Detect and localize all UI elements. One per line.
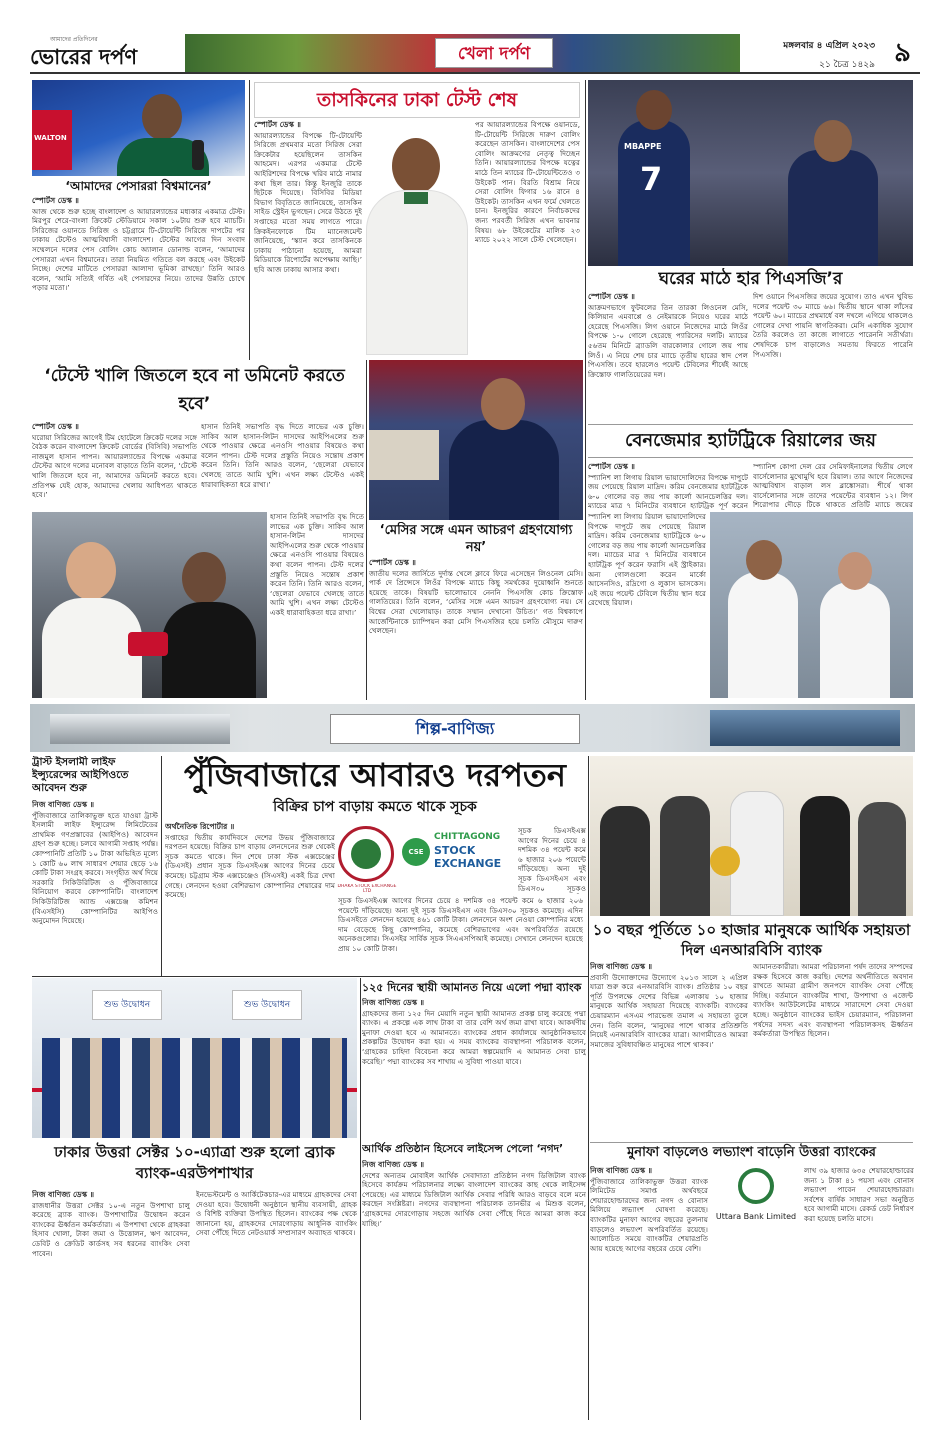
cricketer-head — [142, 94, 182, 140]
asensio-head — [838, 552, 872, 590]
nrbc-bouquet — [710, 846, 740, 876]
market-headline: পুঁজিবাজারে আবারও দরপতন — [183, 756, 567, 794]
nrbc-col2 — [753, 962, 913, 1138]
cse-logo — [402, 830, 514, 874]
messi-body — [449, 420, 559, 520]
test-quote-col1 — [32, 422, 197, 508]
trust-text: পুঁজিবাজারে তালিকাভুক্ত হতে যাওয়া ট্রাস্ট ইসলামী লাইফ ইন্স্যুরেন্স লিমিটেডের প্রাথমিক গণপ্রস্তাবের (আইপিও) আবেদন গ্রহণ শুরু হচ্ছে। চলবে আগামী সপ্তাহ পর্যন্ত। কোম্পানিটি প্রতিটি ১০ টাকা অভিহিত মূল্যে ১ কোটি ৬০ লাখ সাধারণ শেয়ার ছেড়ে ১৬ কোটি টাকা সংগ্রহ করবে। সংগৃহীত অর্থ দিয়ে সরকারি সিকিউরিটিজ ও পুঁজিবাজারে বিনিয়োগ করবে কোম্পানিটি। বাংলাদেশ সিকিউরিটিজ অ্যান্ড এক্সচেঞ্জ কমিশন (বিএসইসি) কোম্পানিটির আইপিও অনুমোদন দিয়েছে। — [32, 810, 158, 926]
deposit-headline: ১২৫ দিনের স্থায়ী আমানত নিয়ে এলো পদ্মা ব্যাংক — [362, 981, 582, 994]
business-section-title: শিল্প-বাণিজ্য — [330, 714, 580, 744]
divider-2 — [585, 80, 586, 700]
psg-col2-text: দিশ ওয়ানে পিএসজির জয়ের সুযোগ। তাও এখন খুবিভ দলের পয়েন্ট ৩০ ম্যাচে ৬৬। দ্বিতীয় স্থানে থাকা লাঁসের পয়েন্ট ৬০। ম্যাচের প্রথমার্ধে বল দখলে এগিয়ে থাকলেও গোলের দেখা পায়নি স্বাগতিকরা। মেসি একাধিক সুযোগ তৈরি করলেও তা কাজে লাগাতে পারেননি সতীর্থরা। শেষদিকে চাপ বাড়ালেও সমতায় ফিরতে পারেনি পিএসজি। — [753, 292, 913, 359]
jersey-name: MBAPPE — [624, 142, 662, 151]
trust-byline: নিজ বাণিজ্য ডেস্ক ॥ — [32, 800, 95, 809]
dse-logo — [338, 826, 394, 882]
official-body — [162, 602, 256, 698]
paper-name: ভোরের দর্পণ — [30, 45, 138, 69]
nrbc-col1 — [590, 962, 748, 1138]
jersey-number: 7 — [640, 160, 663, 198]
nrbc-col1-text: প্রবাসী উদ্যোক্তাদের উদ্যোগে ২০১৩ সালে ২ এপ্রিল যাত্রা শুরু করে এনআরবিসি ব্যাংক। প্রতিষ্ঠার ১০ বছর পূর্তি উপলক্ষে দেশের বিভিন্ন এলাকায় ১০ হাজার মানুষকে আর্থিক সহায়তা দিয়েছে ব্যাংকটি। ব্যাংকের চেয়ারম্যান এসএম পারভেজ তমাল এ সহায়তা তুলে দেন। তিনি বলেন, ‘মানুষের পাশে থাকার প্রতিশ্রুতি নিয়েই এনআরবিসি ব্যাংকের যাত্রা। আগামীতেও আমরা সমাজের সুবিধাবঞ্চিত মানুষের পাশে থাকব।’ — [590, 972, 748, 1049]
masthead — [30, 34, 920, 74]
dse-logo-inner — [351, 839, 381, 869]
taskin-col2-text: পর আয়ারল্যান্ডের বিপক্ষে ওয়ানডে, টি-টোয়েন্টি সিরিজে দারুণ বোলিং করেছেন তাসকিন। বাংলাদেশের পেস বোলিং আক্রমণের নেতৃত্ব দিচ্ছেন তিনি। আয়ারল্যান্ডের বিপক্ষে যত্নের মাঠে তিন ম্যাচের টি-টোয়েন্টিতেও ৩ উইকেট পান। বিরতি বিশ্রাম নিয়ে সেরা বোলিং ফিগার ১৬ রানে ৪ উইকেট। তাসকিন এখন ফর্মে খেলতে চান। ইনজুরির কারণে নির্বাচকদের জন্য পরবর্তী সিরিজ এখন ভাবনার বিষয়। ৬৮ উইকেটের মালিক ২৩ ম্যাচে ২০২২ সালে টেস্ট খেলেছেন। — [475, 120, 580, 245]
photo-messi — [369, 360, 583, 520]
microphone-cluster — [128, 632, 168, 656]
nrbc-person5 — [858, 802, 906, 916]
brac-col1 — [32, 1190, 190, 1420]
date-english: মঙ্গলবার ৪ এপ্রিল ২০২৩ — [783, 41, 875, 51]
banner-ship-right — [710, 710, 900, 746]
pacers-body — [32, 196, 245, 356]
taskin-col2 — [475, 120, 580, 355]
trust-headline: ট্রাস্ট ইসলামী লাইফ ইন্স্যুরেন্সের আইপিওতে আবেদন শুরু — [32, 756, 129, 794]
benzema-figure — [728, 572, 798, 698]
pacers-text: আজ থেকে শুরু হচ্ছে বাংলাদেশ ও আয়ারল্যান্ডের মধ্যকার একমাত্র টেস্ট। মিরপুর শেরে-বাংলা ক্রিকেট স্টেডিয়ামে সকাল ১০টায় শুরু হবে ম্যাচটি। সিরিজের ওয়ানডে সিরিজ ও চট্টগ্রামে টি-টোয়েন্টি সিরিজে দাপটের পর ঢাকায় টেস্টেও আত্মবিশ্বাসী বাংলাদেশ। টেস্টের আগের দিন সংবাদ সম্মেলনে দলের পেস বোলিং কোচ অ্যালান ডোনাল্ড বলেন, ‘আমাদের পেসাররা এখন বিশ্বমানের। তারা নিয়মিত গতিতে বল করছে এবং উইকেট নিচ্ছে। দেশের মাটিতে পেসাররা আলাদা ভূমিকা রাখছে।’ তিনি আরও বলেন, ‘আমি সত্যিই গর্বিত এই পেসারদের নিয়ে। তাদের উন্নতি চোখে পড়ার মতো।’ — [32, 206, 245, 293]
divider-6 — [360, 978, 361, 1420]
market-byline: অর্থনৈতিক রিপোর্টার ॥ — [165, 822, 235, 831]
uttara-logo-mark — [738, 1168, 774, 1204]
uttara-col2 — [804, 1166, 914, 1420]
microphone-icon — [192, 140, 204, 170]
brac-crowd — [42, 1038, 347, 1138]
psg-byline: স্পোর্টস ডেস্ক ॥ — [588, 292, 635, 301]
cse-line2: STOCK — [434, 844, 476, 857]
business-banner — [30, 704, 915, 752]
photo-cricket-press — [32, 80, 245, 176]
benzema-col1-cont — [588, 512, 706, 698]
sponsor-text: WALTON — [34, 134, 67, 142]
benzema-head — [746, 540, 782, 580]
uttara-col2-text: লাখ ৩৯ হাজার ৬৩৫ শেয়ারহোল্ডারের জন্য ১ টাকা ৪১ পয়সা এবং বোনাস লভ্যাংশ পাবেন শেয়ারহোল্ডাররা। সর্বশেষ বার্ষিক সাধারণ সভা অনুষ্ঠিত হবে আগামী মাসে। রেকর্ড ডেট নির্ধারণ করা হয়েছে চলতি মাসে। — [804, 1166, 914, 1223]
asensio-figure — [820, 582, 890, 698]
mbappe-head — [636, 90, 672, 130]
divider-3 — [366, 360, 367, 700]
market-col2-text: সূচক ডিএসইএক্স আগের দিনের চেয়ে ৪ দশমিক ৩৪ পয়েন্ট কমে ৬ হাজার ২০৬ পয়েন্টে দাঁড়িয়েছে। অন্য দুই সূচক ডিএসইএস এবং ডিএস৩০ সূচকও কমেছে। এদিন ডিএসইতে লেনদেন হয়েছে ৪৬১ কোটি টাকা। লেনদেনে অংশ নেওয়া কোম্পানির মধ্যে দাম বেড়েছে কিছু কোম্পানির, কমেছে বেশিরভাগের এবং অপরিবর্তিত রয়েছে অনেকগুলোর। সিএসইর সার্বিক সূচক সিএএসপিআই কমেছে। সেখানে লেনদেন হয়েছে প্রায় ১০ কোটি টাকা। — [338, 896, 583, 953]
uttara-headline: মুনাফা বাড়লেও লভ্যাংশ বাড়েনি উত্তরা ব্যাংকের — [590, 1142, 913, 1163]
test-quote-byline: স্পোর্টস ডেস্ক ॥ — [32, 422, 79, 431]
cse-badge: CSE — [402, 838, 430, 866]
test-quote-col2 — [201, 422, 364, 508]
deposit-text: গ্রাহকদের জন্য ১২৫ দিন মেয়াদি নতুন স্থায়ী আমানত প্রকল্প চালু করেছে পদ্মা ব্যাংক। এ প্রকল্পে এক লাখ টাকা বা তার বেশি অর্থ জমা রাখা যাবে। আকর্ষণীয় মুনাফা দেওয়া হবে এ আমানতে। ব্যাংকের প্রধান কার্যালয়ে আনুষ্ঠানিকভাবে প্রকল্পটির উদ্বোধন করা হয়। এ সময় ব্যাংকের ব্যবস্থাপনা পরিচালক বলেন, ‘গ্রাহকের চাহিদা বিবেচনা করে আমরা স্বল্পমেয়াদি এ আমানত সেবা চালু করেছি।’ পদ্মা ব্যাংকের সব শাখায় এ সুবিধা পাওয়া যাবে। — [362, 1008, 586, 1066]
market-col1 — [165, 822, 335, 972]
benzema-col2 — [753, 462, 913, 510]
nrbc-person1 — [600, 806, 650, 916]
cse-line3: EXCHANGE — [434, 857, 502, 870]
messi-byline: স্পোর্টস ডেস্ক ॥ — [369, 558, 416, 567]
cse-line1: CHITTAGONG — [434, 832, 501, 842]
market-col1-text: সপ্তাহের দ্বিতীয় কার্যদিবসে দেশের উভয় পুঁজিবাজারে দরপতন হয়েছে। বিক্রির চাপ বাড়ায় লেনদেনের শুরু থেকেই সূচক কমতে থাকে। দিন শেষে ঢাকা স্টক এক্সচেঞ্জের (ডিএসই) প্রধান সূচক ডিএসইএক্স আগের দিনের চেয়ে কমেছে। চট্টগ্রাম স্টক এক্সচেঞ্জেও (সিএসই) একই চিত্র দেখা গেছে। লেনদেন হওয়া বেশিরভাগ কোম্পানির শেয়ারের দাম কমেছে। — [165, 832, 335, 900]
messi-head — [814, 120, 852, 162]
nagad-headline: আর্থিক প্রতিষ্ঠান হিসেবে লাইসেন্স পেলো ‘নগদ’ — [362, 1143, 564, 1155]
taskin-shirt — [366, 190, 468, 355]
taskin-byline: স্পোর্টস ডেস্ক ॥ — [254, 120, 301, 129]
benzema-col1-text: স্প্যানিশ লা লিগায় রিয়াল ভায়াদোলিদের বিপক্ষে দাপুটে জয় পেয়েছে রিয়াল মাদ্রিদ। করিম বেনজেমার হ্যাটট্রিকে ৬-০ গোলের বড় জয় পায় কার্লো আনচেলত্তির দল। ম্যাচের মাত্র ৭ মিনিটের ব্যবধানে হ্যাটট্রিক পূর্ণ করেন — [588, 472, 748, 510]
deposit-byline: নিজ বাণিজ্য ডেস্ক ॥ — [362, 998, 425, 1007]
uttara-logo — [712, 1168, 800, 1238]
divider-4 — [161, 756, 162, 976]
nrbc-person2 — [660, 796, 710, 916]
brac-board-left: শুভ উদ্বোধন — [92, 990, 162, 1020]
uttara-logo-text: Uttara Bank Limited — [715, 1212, 797, 1221]
uttara-byline: নিজ বাণিজ্য ডেস্ক ॥ — [590, 1166, 653, 1175]
stadium-board — [369, 430, 439, 480]
photo-nrbc — [590, 756, 913, 916]
psg-headline: ঘরের মাঠে হার পিএসজি’র — [658, 269, 843, 289]
deposit-body — [362, 998, 586, 1136]
nagad-text: দেশের অন্যতম মোবাইল আর্থিক সেবাদাতা প্রতিষ্ঠান নগদ ডিজিটাল ব্যাংক হিসেবে কার্যক্রম পরিচালনার লক্ষ্যে বাংলাদেশ ব্যাংকের কাছ থেকে লাইসেন্স পেয়েছে। এর মাধ্যমে ডিজিটাল আর্থিক সেবার পরিধি আরও বাড়বে বলে মনে করছেন সংশ্লিষ্টরা। নগদের ব্যবস্থাপনা পরিচালক তানভীর এ মিশুক বলেন, ‘গ্রাহকদের দোরগোড়ায় সহজে আর্থিক সেবা পৌঁছে দিতে আমরা কাজ করে যাচ্ছি।’ — [362, 1170, 586, 1228]
taskin-headline: তাসকিনের ঢাকা টেস্ট শেষ — [254, 82, 580, 118]
psg-col2 — [753, 292, 913, 418]
benzema-byline: স্পোর্টস ডেস্ক ॥ — [588, 462, 635, 471]
photo-psg — [588, 80, 913, 266]
taskin-head — [392, 138, 440, 194]
nagad-body — [362, 1160, 586, 1420]
messi-body-text — [369, 558, 583, 698]
uttara-col1 — [590, 1166, 708, 1420]
benzema-headline: বেনজেমার হ্যাটট্রিকে রিয়ালের জয় — [588, 424, 913, 458]
section-title-box — [435, 38, 553, 68]
photo-real-madrid — [710, 512, 913, 698]
nagad-byline: নিজ বাণিজ্য ডেস্ক ॥ — [362, 1160, 425, 1169]
messi-text: জাতীয় দলের জার্সিতে দুর্দান্ত খেলে ক্লাবে ফিরে এসেছেন লিওনেল মেসি। পার্ক দে প্রিন্সেসে লিওঁর বিপক্ষে ম্যাচে কিছু সমর্থকের দুয়োধ্বনি শুনতে হয়েছে তাকে। বিষয়টি ভালোভাবে নেননি পিএসজি কোচ ক্রিস্তোফ গালতিয়ের। তিনি বলেন, ‘মেসির সঙ্গে এমন আচরণ গ্রহণযোগ্য নয়। সে বিশ্বের সেরা খেলোয়াড়। তাকে সম্মান দেখানো উচিত।’ গত বিশ্বকাপে আর্জেন্টিনাকে চ্যাম্পিয়ন করা মেসি পিএসজির হয়ে চলতি মৌসুমে দারুণ খেলছেন। — [369, 568, 583, 636]
paper-tagline: আমাদের প্রতিদিনের — [50, 36, 98, 43]
messi-headline: ‘মেসির সঙ্গে এমন আচরণ গ্রহণযোগ্য নয়’ — [379, 523, 573, 555]
brac-headline: ঢাকার উত্তরা সেক্টর ১০-এ্যাত্রা শুরু হলো ব্র্যাক ব্যাংক-এরউপশাখার — [54, 1143, 335, 1182]
nrbc-headline: ১০ বছর পূর্তিতে ১০ হাজার মানুষকে আর্থিক সহায়তা দিল এনআরবিসি ব্যাংক — [592, 921, 911, 959]
test-quote-col2-text: হাসান তিনিই সভাপতি বৃদ্ধ দিতে লাভের এক চুক্তি। সাকিব আল হাসান-লিটন দাসদের আইপিএলের শুরু থেকে পাওয়ার ক্ষেত্রে এনওসি পাওয়ার বিষয়েও কথা বলেন পাপন। টেস্ট দলের প্রস্তুতি নিয়েও সন্তোষ প্রকাশ করেন তিনি। তিনি আরও বলেন, ‘ছেলেরা যেভাবে খেলছে তাতে আমি খুশি। এখন লক্ষ্য টেস্টেও একই ধারাবাহিকতা ধরে রাখা।’ — [201, 422, 364, 489]
test-quote-col1-text: ঘরোয়া সিরিজের আগেই টিম হোটেলে ক্রিকেট দলের সঙ্গে বৈঠক করেন বাংলাদেশ ক্রিকেট বোর্ডের (বিসিবি) সভাপতি নাজমুল হাসান পাপন। আয়ারল্যান্ডের বিপক্ষে একমাত্র টেস্টের আগে দলের মনোবল বাড়াতে তিনি বলেন, ‘টেস্টে খালি জিতলে হবে না, আমাদের ডমিনেট করতে হবে। প্রতিপক্ষ যেই হোক, আমাদের খেলায় আধিপত্য থাকতে হবে।’ — [32, 432, 197, 500]
market-col3-text: সূচক ডিএসইএক্স আগের দিনের চেয়ে ৪ দশমিক ৩৪ পয়েন্ট কমে ৬ হাজার ২০৬ পয়েন্টে দাঁড়িয়েছে। অন্য দুই সূচক ডিএসইএস এবং ডিএস৩০ সূচকও — [518, 826, 586, 893]
papon-head — [66, 542, 116, 600]
brac-col2 — [196, 1190, 357, 1420]
pacers-headline: ‘আমাদের পেসাররা বিশ্বমানের’ — [65, 179, 212, 193]
banner-factory-left — [50, 714, 230, 744]
brac-board-right: শুভ উদ্বোধন — [232, 990, 302, 1020]
benzema-col2-text: স্প্যানিশ কোপা দেল রের সেমিফাইনালের দ্বিতীয় লেগে বার্সেলোনার মুখোমুখি হবে রিয়াল। তার আগে নিজেদের আত্মবিশ্বাস বাড়াল লস ব্লাঙ্কোসরা। শীর্ষে থাকা বার্সেলোনার সঙ্গে তাদের পয়েন্টের ব্যবধান ১২। লিগ শিরোপার দৌড়ে টিকে থাকতে প্রতিটি ম্যাচে জয়ের — [753, 462, 913, 510]
market-col2 — [338, 896, 583, 974]
trust-body — [32, 800, 158, 976]
divider-5 — [588, 756, 589, 1420]
market-subtitle: বিক্রির চাপ বাড়ায় কমতে থাকে সূচক — [273, 799, 477, 815]
date-block — [745, 34, 875, 72]
psg-col1 — [588, 292, 748, 418]
messi-photo-head — [481, 378, 525, 430]
divider-7 — [32, 976, 588, 977]
dse-logo-label: DHAKA STOCK EXCHANGE LTD — [337, 884, 397, 894]
nrbc-col2-text: আমানতকারীরা। আমরা পরিচালনা পর্ষদ তাদের সম্পদের রক্ষক হিসেবে কাজ করছি। দেশের অর্থনীতিতে অবদান রাখতে আমরা গ্রামীণ জনপদে ব্যাংকিং সেবা পৌঁছে দিচ্ছি। বর্তমানে ব্যাংকটির শাখা, উপশাখা ও এজেন্ট ব্যাংকিং আউটলেটের মাধ্যমে সারাদেশে সেবা দেওয়া হচ্ছে। অনুষ্ঠানে ব্যাংকের ভাইস চেয়ারম্যান, পরিচালনা পর্ষদের সদস্য এবং ব্যবস্থাপনা পরিচালকসহ ঊর্ধ্বতন কর্মকর্তারা উপস্থিত ছিলেন। — [753, 962, 913, 1039]
section-title: খেলা দর্পণ — [457, 44, 531, 64]
test-quote-headline: ‘টেস্টে খালি জিতলে হবে না ডমিনেট করতে হবে’ — [44, 366, 345, 414]
brac-col1-text: রাজধানীর উত্তরা সেক্টর ১০-এ নতুন উপশাখা চালু করেছে ব্র্যাক ব্যাংক। উপশাখাটির উদ্বোধন করেন ব্যাংকের ঊর্ধ্বতন কর্মকর্তারা। এ উপশাখা থেকে গ্রাহকরা হিসাব খোলা, টাকা জমা ও উত্তোলন, ঋণ আবেদন, ডেবিট ও ক্রেডিট কার্ডসহ সব ধরনের ব্যাংকিং সেবা পাবেন। — [32, 1200, 190, 1258]
psg-col1-text: আক্রমণভাগে ফুটবলের তিন তারকা লিওনেল মেসি, কিলিয়ান এমবাপ্পে ও নেইমারকে নিয়েও ঘরের মাঠে হেরেছে পিএসজি। লিগ ওয়ানে নিজেদের মাঠে লিওঁর বিপক্ষে ১-০ গোলে হেরেছে প্যারিসের দলটি। ম্যাচের ৫৬তম মিনিটে ব্র্যাডলি বারকোলার গোলে জয় পায় লিওঁ। এ নিয়ে শেষ চার ম্যাচে তৃতীয় হারের স্বাদ পেল পিএসজি। তবে হারলেও পয়েন্ট টেবিলের শীর্ষেই আছে ক্রিস্তোফ গালতিয়েরের দল। — [588, 302, 748, 379]
benzema-col1 — [588, 462, 748, 510]
messi-figure — [788, 150, 878, 266]
taskin-col1-text: আয়ারল্যান্ডের বিপক্ষে টি-টোয়েন্টি সিরিজে প্রথমবার মতো সিরিজ সেরা ক্রিকেটার হয়েছিলেন তাসকিন আহমেদ। এরপর একমাত্র টেস্টে আইরিশদের বিপক্ষে খরিব মাঠে নামার কথা ছিল তার। কিন্তু ইনজুরি তাকে ছিটকে দিয়েছে। বিসিবির মিডিয়া বিভাগ বিবৃতিতে জানিয়েছে, তাসকিন সাইড স্ট্রেইন ভুগছেন। সেরে উঠতে দুই সপ্তাহের মতো সময় লাগতে পারে। ক্রিকইনফোকে টিম ম্যানেজমেন্ট জানিয়েছে, ‘স্ক্যান করে তাসকিনকে ঢাকায় পাঠানো হয়েছে, আমরা মিডিয়াকে রিপোর্টের অপেক্ষায় আছি।’ ছবি আজ ঢাকায় আসার কথা। — [254, 130, 362, 274]
date-bangla: ২১ চৈত্র ১৪২৯ — [819, 60, 875, 70]
taskin-col1 — [254, 120, 362, 355]
photo-taskin — [362, 128, 472, 355]
nrbc-person4 — [800, 796, 850, 916]
market-col3 — [518, 826, 586, 894]
official-head — [182, 552, 226, 604]
page-number: ৯ — [894, 38, 911, 68]
photo-papon — [32, 512, 267, 698]
benzema-col1-cont-text: স্প্যানিশ লা লিগায় রিয়াল ভায়াদোলিদের বিপক্ষে দাপুটে জয় পেয়েছে রিয়াল মাদ্রিদ। করিম বেনজেমার হ্যাটট্রিকে ৬-০ গোলের বড় জয় পায় কার্লো আনচেলত্তির দল। ম্যাচের মাত্র ৭ মিনিটের ব্যবধানে হ্যাটট্রিক পূর্ণ করেন ফরাসি এই স্ট্রাইকার। অন্য গোলগুলো করেন মার্কো আসেনসিও, রদ্রিগো ও লুকাস ভাসকেস। এই জয়ে পয়েন্ট টেবিলে দ্বিতীয় স্থান ধরে রেখেছে রিয়াল। — [588, 512, 706, 608]
uttara-col1-text: পুঁজিবাজারে তালিকাভুক্ত উত্তরা ব্যাংক লিমিটেড সমাপ্ত অর্থবছরে শেয়ারহোল্ডারদের জন্য নগদ ও বোনাস মিলিয়ে লভ্যাংশ ঘোষণা করেছে। ব্যাংকটির মুনাফা আগের বছরের তুলনায় বাড়লেও লভ্যাংশ অপরিবর্তিত রয়েছে। আলোচিত সময়ে ব্যাংকটির শেয়ারপ্রতি আয় হয়েছে আগের বছরের চেয়ে বেশি। — [590, 1176, 708, 1253]
divider-1 — [249, 80, 250, 360]
nrbc-byline: নিজ বাণিজ্য ডেস্ক ॥ — [590, 962, 653, 971]
masthead-banner — [185, 34, 740, 72]
taskin-collar — [404, 192, 428, 204]
test-quote-col2-cont-text: হাসান তিনিই সভাপতি বৃদ্ধ দিতে লাভের এক চুক্তি। সাকিব আল হাসান-লিটন দাসদের আইপিএলের শুরু থেকে পাওয়ার ক্ষেত্রে এনওসি পাওয়ার বিষয়েও কথা বলেন পাপন। টেস্ট দলের প্রস্তুতি নিয়েও সন্তোষ প্রকাশ করেন তিনি। তিনি আরও বলেন, ‘ছেলেরা যেভাবে খেলছে তাতে আমি খুশি। এখন লক্ষ্য টেস্টেও একই ধারাবাহিকতা ধরে রাখা।’ — [270, 512, 364, 617]
brac-col2-text: ইনভেস্টমেন্ট ও আর্কিটেকচার-এর মাধ্যমে গ্রাহকদের সেবা দেওয়া হবে। উদ্বোধনী অনুষ্ঠানে স্থানীয় ব্যবসায়ী, গ্রাহক ও বিশিষ্ট ব্যক্তিরা উপস্থিত ছিলেন। ব্যাংকের পক্ষ থেকে জানানো হয়, গ্রাহকদের দোরগোড়ায় আধুনিক ব্যাংকিং সেবা পৌঁছে দিতে নেটওয়ার্ক সম্প্রসারণ অব্যাহত থাকবে। — [196, 1190, 357, 1238]
pacers-byline: স্পোর্টস ডেস্ক ॥ — [32, 196, 79, 205]
papon-body — [42, 598, 142, 698]
paper-logo — [30, 34, 180, 72]
test-quote-col2-cont — [270, 512, 364, 698]
brac-byline: নিজ বাণিজ্য ডেস্ক ॥ — [32, 1190, 95, 1199]
photo-brac-opening — [32, 978, 357, 1138]
